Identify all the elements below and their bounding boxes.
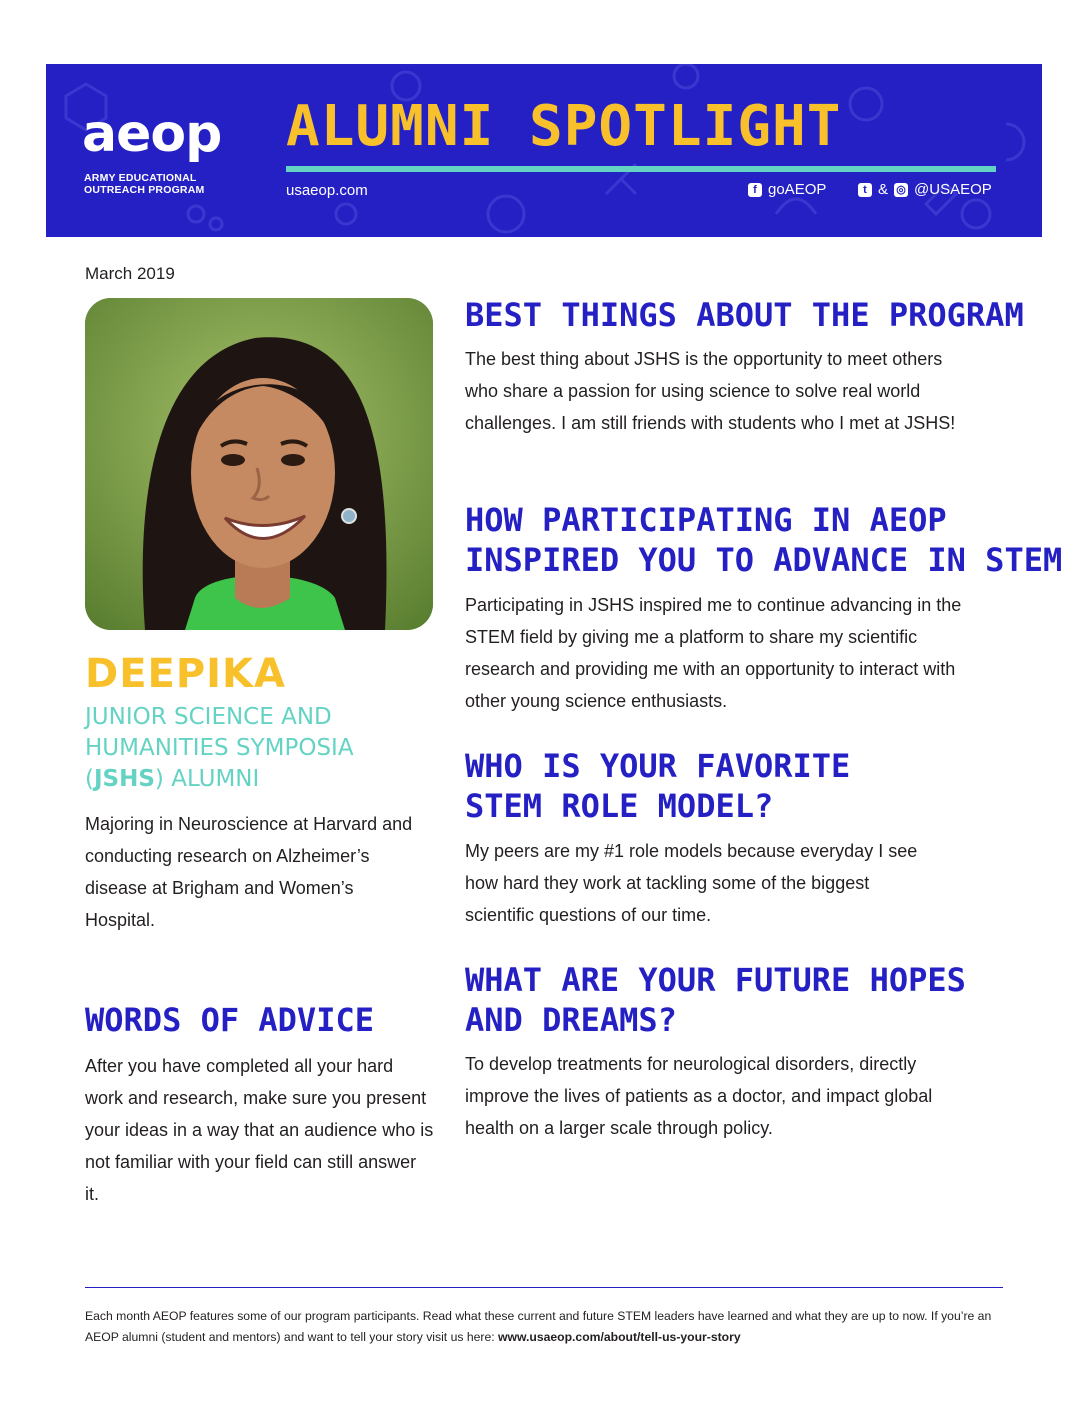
- portrait-illustration: [85, 298, 433, 630]
- title-underline: [286, 166, 996, 172]
- program-line3: [85, 764, 445, 795]
- program-abbrev-open: (: [85, 766, 94, 792]
- future-heading-line2: AND DREAMS?: [465, 1001, 677, 1039]
- role-model-body: My peers are my #1 role models because everyday I see how hard they work at tackling some of the biggest scientific questions of our time.: [465, 841, 918, 925]
- future-heading-line1: WHAT ARE YOUR FUTURE HOPES: [465, 961, 966, 999]
- advice-body: After you have completed all your hard work and research, make sure you present your ideas in a way that an audience who is not familiar with your field can still answer it.: [85, 1056, 434, 1204]
- social-join: &: [878, 181, 889, 198]
- twitter-icon: t: [858, 183, 872, 197]
- facebook-icon: f: [748, 183, 762, 197]
- best-things-body: The best thing about JSHS is the opportunity to meet others who share a passion for using science to solve real world challenges. I am still friends with students who I met at JSHS!: [465, 349, 956, 433]
- role-model-heading-line1: WHO IS YOUR FAVORITE: [465, 747, 851, 785]
- program-abbrev-close: ) ALUMNI: [154, 766, 260, 792]
- role-model-heading-line2: STEM ROLE MODEL?: [465, 787, 774, 825]
- header-banner: [46, 64, 1042, 237]
- alumni-name: DEEPIKA: [85, 651, 287, 697]
- program-line1: JUNIOR SCIENCE AND: [85, 704, 332, 730]
- program-title: [85, 702, 445, 795]
- issue-date: March 2019: [85, 264, 175, 283]
- best-things-heading: BEST THINGS ABOUT THE PROGRAM: [465, 296, 1024, 334]
- logo-wordmark: aeop: [82, 104, 222, 164]
- facebook-link[interactable]: [748, 181, 826, 198]
- logo-subtitle: [84, 172, 204, 196]
- inspired-heading-line1: HOW PARTICIPATING IN AEOP: [465, 501, 947, 539]
- facebook-handle: goAEOP: [768, 181, 827, 198]
- future-body: To develop treatments for neurological disorders, directly improve the lives of patients as a doctor, and impact global health on a larger scale through policy.: [465, 1054, 933, 1138]
- aeop-logo[interactable]: [82, 102, 262, 202]
- twitter-instagram-handle: @USAEOP: [914, 181, 992, 198]
- footer-link[interactable]: www.usaeop.com/about/tell-us-your-story: [498, 1330, 741, 1344]
- inspired-body: Participating in JSHS inspired me to continue advancing in the STEM field by giving me a platform to share my scientific research and providing me with an opportunity to interact with other young science enthusiasts.: [465, 595, 962, 711]
- footer-note: [85, 1306, 1015, 1348]
- alumni-bio: Majoring in Neuroscience at Harvard and conducting research on Alzheimer’s disease at Brigham and Women’s Hospital.: [85, 814, 413, 930]
- website-link[interactable]: usaeop.com: [286, 182, 368, 199]
- program-line2: HUMANITIES SYMPOSIA: [85, 735, 354, 761]
- logo-subtitle-line1: ARMY EDUCATIONAL: [84, 172, 197, 184]
- advice-heading: WORDS OF ADVICE: [85, 1001, 374, 1039]
- instagram-icon: ◎: [894, 183, 908, 197]
- footer-divider: [85, 1287, 1003, 1288]
- profile-photo: [85, 298, 433, 630]
- twitter-instagram-link[interactable]: [858, 181, 992, 198]
- page-title: ALUMNI SPOTLIGHT: [286, 94, 842, 159]
- program-abbrev: JSHS: [93, 766, 155, 792]
- inspired-heading-line2: INSPIRED YOU TO ADVANCE IN STEM: [465, 541, 1063, 579]
- footer-text: Each month AEOP features some of our program participants. Read what these current and future STEM leaders have learned and what they are up to now. If you’re an AEOP alumni (student and mentors) and want to tell your story visit us here:: [85, 1309, 992, 1344]
- logo-subtitle-line2: OUTREACH PROGRAM: [84, 184, 205, 196]
